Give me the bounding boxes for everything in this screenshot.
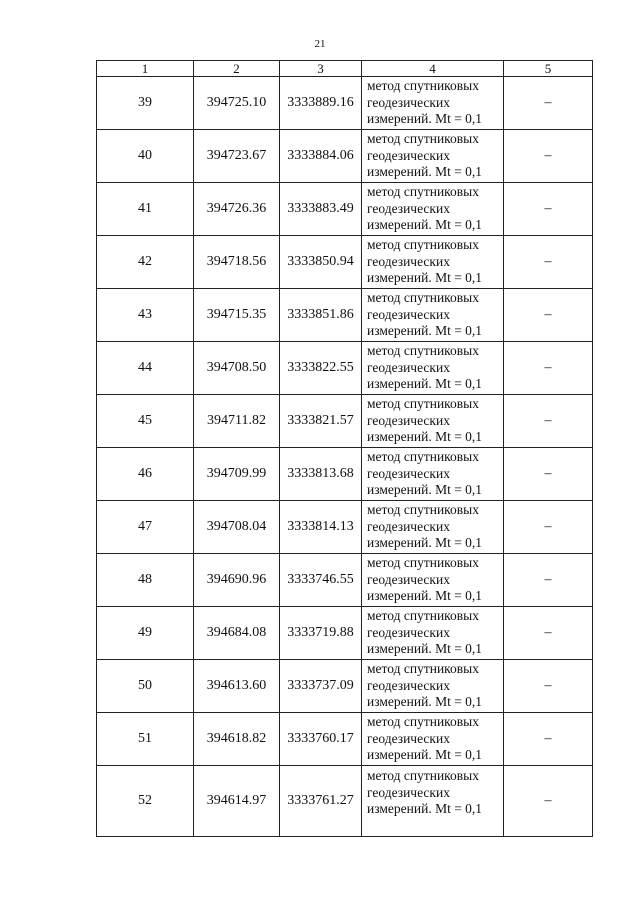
note-dash: – xyxy=(504,183,593,236)
point-number: 49 xyxy=(97,607,194,660)
table-row xyxy=(97,395,593,448)
note-dash: – xyxy=(504,130,593,183)
table-row xyxy=(97,77,593,130)
coordinate-y: 3333822.55 xyxy=(280,342,362,395)
point-number: 40 xyxy=(97,130,194,183)
method-line: метод спутниковых xyxy=(367,502,479,518)
method-line: геодезических xyxy=(367,677,450,693)
method-line: измерений. Mt = 0,1 xyxy=(367,588,483,604)
method-line: геодезических xyxy=(367,94,450,110)
coordinate-y: 3333719.88 xyxy=(280,607,362,660)
point-number: 39 xyxy=(97,77,194,130)
coordinate-y: 3333850.94 xyxy=(280,236,362,289)
point-number: 42 xyxy=(97,236,194,289)
note-dash: – xyxy=(504,236,593,289)
method-description xyxy=(362,660,504,713)
coordinate-y: 3333746.55 xyxy=(280,554,362,607)
coordinate-x: 394690.96 xyxy=(194,554,280,607)
method-description xyxy=(362,713,504,766)
coordinate-x: 394711.82 xyxy=(194,395,280,448)
coordinate-x: 394708.04 xyxy=(194,501,280,554)
note-dash: – xyxy=(504,766,593,837)
coordinate-x: 394618.82 xyxy=(194,713,280,766)
method-line: измерений. Mt = 0,1 xyxy=(367,694,483,710)
table-row xyxy=(97,501,593,554)
table-row xyxy=(97,766,593,837)
table-row xyxy=(97,342,593,395)
note-dash: – xyxy=(504,77,593,130)
note-dash: – xyxy=(504,607,593,660)
method-description xyxy=(362,183,504,236)
coordinate-y: 3333821.57 xyxy=(280,395,362,448)
method-line: метод спутниковых xyxy=(367,343,479,359)
coordinate-y: 3333737.09 xyxy=(280,660,362,713)
method-line: измерений. Mt = 0,1 xyxy=(367,747,483,763)
method-line: метод спутниковых xyxy=(367,449,479,465)
header-col-5: 5 xyxy=(504,61,593,77)
coordinate-y: 3333883.49 xyxy=(280,183,362,236)
coordinates-table xyxy=(96,60,593,837)
coordinate-x: 394613.60 xyxy=(194,660,280,713)
table-row xyxy=(97,289,593,342)
table-row xyxy=(97,448,593,501)
point-number: 45 xyxy=(97,395,194,448)
point-number: 52 xyxy=(97,766,194,837)
method-line: измерений. Mt = 0,1 xyxy=(367,111,483,127)
coordinate-x: 394715.35 xyxy=(194,289,280,342)
method-line: геодезических xyxy=(367,730,450,746)
method-line: метод спутниковых xyxy=(367,290,479,306)
point-number: 50 xyxy=(97,660,194,713)
header-col-4: 4 xyxy=(362,61,504,77)
method-line: метод спутниковых xyxy=(367,237,479,253)
method-line: измерений. Mt = 0,1 xyxy=(367,641,483,657)
table-row xyxy=(97,660,593,713)
coordinate-x: 394726.36 xyxy=(194,183,280,236)
method-line: геодезических xyxy=(367,624,450,640)
method-description xyxy=(362,236,504,289)
method-line: геодезических xyxy=(367,306,450,322)
point-number: 43 xyxy=(97,289,194,342)
method-line: метод спутниковых xyxy=(367,78,479,94)
coordinate-y: 3333851.86 xyxy=(280,289,362,342)
method-line: измерений. Mt = 0,1 xyxy=(367,429,483,445)
coordinate-x: 394723.67 xyxy=(194,130,280,183)
method-line: метод спутниковых xyxy=(367,396,479,412)
method-description xyxy=(362,607,504,660)
method-line: измерений. Mt = 0,1 xyxy=(367,376,483,392)
coordinate-y: 3333814.13 xyxy=(280,501,362,554)
method-description xyxy=(362,766,504,837)
table-row xyxy=(97,607,593,660)
method-line: геодезических xyxy=(367,253,450,269)
note-dash: – xyxy=(504,501,593,554)
method-line: измерений. Mt = 0,1 xyxy=(367,323,483,339)
coordinate-y: 3333760.17 xyxy=(280,713,362,766)
coordinate-y: 3333813.68 xyxy=(280,448,362,501)
method-line: метод спутниковых xyxy=(367,555,479,571)
coordinate-x: 394684.08 xyxy=(194,607,280,660)
method-description xyxy=(362,77,504,130)
coordinate-x: 394614.97 xyxy=(194,766,280,837)
table-row xyxy=(97,554,593,607)
method-line: геодезических xyxy=(367,200,450,216)
note-dash: – xyxy=(504,554,593,607)
header-col-1: 1 xyxy=(97,61,194,77)
coordinate-x: 394718.56 xyxy=(194,236,280,289)
method-line: метод спутниковых xyxy=(367,184,479,200)
method-line: измерений. Mt = 0,1 xyxy=(367,164,483,180)
method-line: геодезических xyxy=(367,147,450,163)
method-line: геодезических xyxy=(367,359,450,375)
method-line: измерений. Mt = 0,1 xyxy=(367,482,483,498)
note-dash: – xyxy=(504,660,593,713)
method-description xyxy=(362,554,504,607)
method-line: геодезических xyxy=(367,784,450,800)
method-description xyxy=(362,395,504,448)
method-line: метод спутниковых xyxy=(367,661,479,677)
header-col-2: 2 xyxy=(194,61,280,77)
point-number: 47 xyxy=(97,501,194,554)
table-row xyxy=(97,130,593,183)
coordinate-x: 394709.99 xyxy=(194,448,280,501)
method-line: геодезических xyxy=(367,465,450,481)
note-dash: – xyxy=(504,289,593,342)
method-line: метод спутниковых xyxy=(367,714,479,730)
page-number: 21 xyxy=(314,38,326,50)
note-dash: – xyxy=(504,395,593,448)
point-number: 41 xyxy=(97,183,194,236)
method-line: геодезических xyxy=(367,412,450,428)
method-description xyxy=(362,130,504,183)
method-line: метод спутниковых xyxy=(367,768,479,783)
note-dash: – xyxy=(504,713,593,766)
coordinate-x: 394708.50 xyxy=(194,342,280,395)
method-line: измерений. Mt = 0,1 xyxy=(367,270,483,286)
point-number: 48 xyxy=(97,554,194,607)
method-line: измерений. Mt = 0,1 xyxy=(367,801,483,816)
method-line: геодезических xyxy=(367,571,450,587)
table-row xyxy=(97,236,593,289)
method-line: измерений. Mt = 0,1 xyxy=(367,217,483,233)
method-line: метод спутниковых xyxy=(367,608,479,624)
note-dash: – xyxy=(504,448,593,501)
method-description xyxy=(362,501,504,554)
method-description xyxy=(362,289,504,342)
coordinate-y: 3333884.06 xyxy=(280,130,362,183)
table-row xyxy=(97,713,593,766)
table-header-row xyxy=(97,61,593,77)
coordinate-y: 3333889.16 xyxy=(280,77,362,130)
header-col-3: 3 xyxy=(280,61,362,77)
table-body xyxy=(97,77,593,837)
method-line: геодезических xyxy=(367,518,450,534)
coordinate-y: 3333761.27 xyxy=(280,766,362,837)
note-dash: – xyxy=(504,342,593,395)
method-description xyxy=(362,342,504,395)
method-description xyxy=(362,448,504,501)
table-row xyxy=(97,183,593,236)
method-line: метод спутниковых xyxy=(367,131,479,147)
coordinate-x: 394725.10 xyxy=(194,77,280,130)
point-number: 46 xyxy=(97,448,194,501)
method-line: измерений. Mt = 0,1 xyxy=(367,535,483,551)
point-number: 44 xyxy=(97,342,194,395)
point-number: 51 xyxy=(97,713,194,766)
